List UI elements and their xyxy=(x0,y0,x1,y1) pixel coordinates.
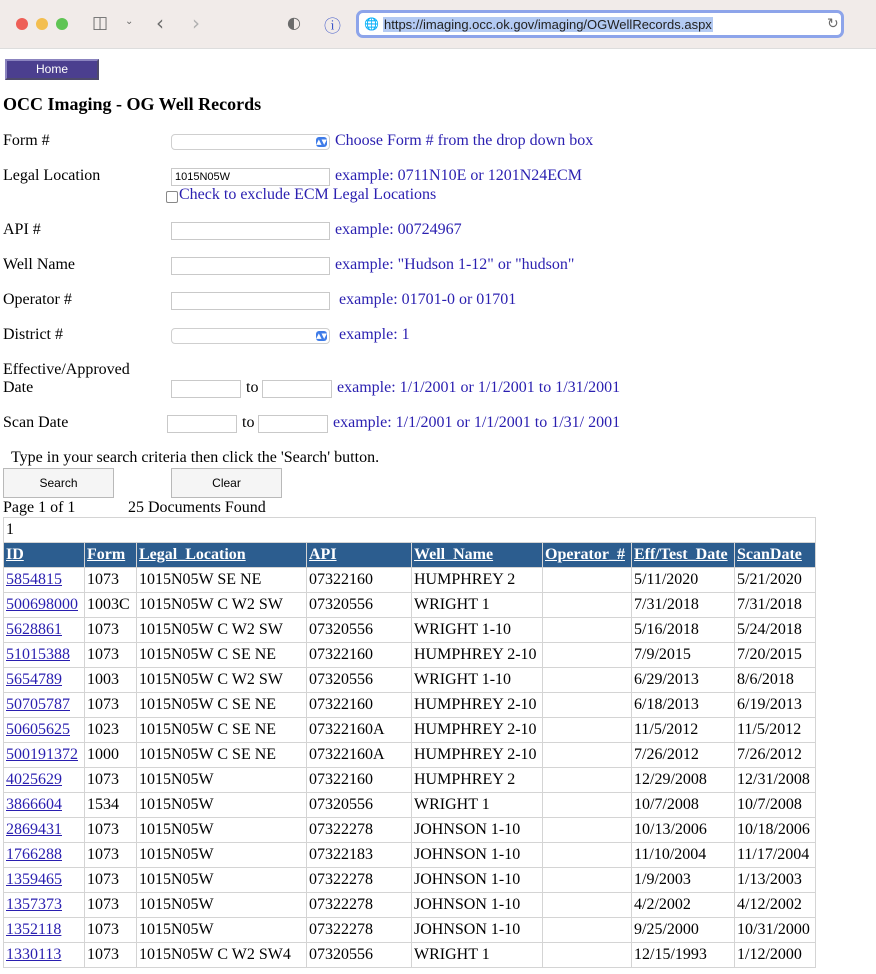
table-cell xyxy=(543,818,632,843)
table-cell xyxy=(4,593,85,618)
table-cell: HUMPHREY 2 xyxy=(412,568,543,593)
table-cell: 1015N05W xyxy=(137,768,307,793)
table-cell xyxy=(4,943,85,968)
effective-date-label: Effective/Approved xyxy=(3,361,130,378)
table-cell: 1015N05W C W2 SW xyxy=(137,593,307,618)
table-cell: 1015N05W C SE NE xyxy=(137,643,307,668)
legal-location-input[interactable] xyxy=(171,168,330,186)
table-cell: 1073 xyxy=(85,643,137,668)
table-cell: 1000 xyxy=(85,743,137,768)
table-cell: 12/15/1993 xyxy=(632,943,735,968)
table-cell: 07322160 xyxy=(307,643,412,668)
table-cell: 12/31/2008 xyxy=(735,768,816,793)
table-cell xyxy=(4,918,85,943)
table-cell xyxy=(543,643,632,668)
table-cell: 7/20/2015 xyxy=(735,643,816,668)
well-name-hint: example: "Hudson 1-12" or "hudson" xyxy=(335,256,575,273)
table-cell: 6/18/2013 xyxy=(632,693,735,718)
table-cell xyxy=(4,643,85,668)
table-cell: 5/21/2020 xyxy=(735,568,816,593)
table-cell: 10/7/2008 xyxy=(735,793,816,818)
search-button[interactable]: Search xyxy=(3,468,114,498)
table-cell: 07322183 xyxy=(307,843,412,868)
table-cell: WRIGHT 1 xyxy=(412,793,543,818)
table-cell: 07322160 xyxy=(307,768,412,793)
form-number-select[interactable] xyxy=(171,134,330,150)
scan-date-from-input[interactable] xyxy=(167,415,237,433)
table-cell: 1003 xyxy=(85,668,137,693)
table-cell xyxy=(543,843,632,868)
table-cell: 1023 xyxy=(85,718,137,743)
clear-button[interactable]: Clear xyxy=(171,468,282,498)
table-cell: JOHNSON 1-10 xyxy=(412,868,543,893)
table-cell xyxy=(4,743,85,768)
legal-location-label: Legal Location xyxy=(3,167,101,184)
page-title: OCC Imaging - OG Well Records xyxy=(3,94,262,114)
table-cell xyxy=(543,768,632,793)
operator-label: Operator # xyxy=(3,291,72,308)
table-cell: 5/24/2018 xyxy=(735,618,816,643)
document-id-link[interactable]: 1352118 xyxy=(6,921,62,938)
table-cell: 1073 xyxy=(85,868,137,893)
forward-icon[interactable]: › xyxy=(192,11,200,35)
document-id-link[interactable]: 5854815 xyxy=(6,571,62,588)
url-text[interactable]: https://imaging.occ.ok.gov/imaging/OGWellRecords.aspx xyxy=(384,17,712,32)
table-cell: 07320556 xyxy=(307,793,412,818)
table-cell: 7/31/2018 xyxy=(632,593,735,618)
table-cell xyxy=(4,568,85,593)
scan-date-to-label: to xyxy=(242,414,255,431)
table-row xyxy=(4,593,816,618)
document-id-link[interactable]: 3866604 xyxy=(6,796,62,813)
table-cell: 1015N05W xyxy=(137,868,307,893)
operator-hint: example: 01701-0 or 01701 xyxy=(339,291,517,308)
reload-icon[interactable]: ↻ xyxy=(827,16,839,32)
table-cell: 4/2/2002 xyxy=(632,893,735,918)
table-cell: WRIGHT 1 xyxy=(412,593,543,618)
column-header[interactable]: Form xyxy=(85,543,137,568)
table-row xyxy=(4,718,816,743)
pager-cell xyxy=(4,518,816,543)
effective-date-hint: example: 1/1/2001 or 1/1/2001 to 1/31/2001 xyxy=(337,379,621,396)
table-cell: 7/9/2015 xyxy=(632,643,735,668)
table-cell: 1015N05W xyxy=(137,843,307,868)
effective-date-to-label: to xyxy=(246,379,259,396)
password-icon[interactable]: ⓘ xyxy=(324,17,341,37)
district-label: District # xyxy=(3,326,63,343)
document-id-link[interactable]: 500698000 xyxy=(6,596,78,613)
search-instructions: Type in your search criteria then click the 'Search' button. xyxy=(11,449,380,466)
chevron-down-icon: ▲▼ xyxy=(316,332,327,340)
table-cell: 1/13/2003 xyxy=(735,868,816,893)
table-cell xyxy=(4,843,85,868)
table-cell xyxy=(4,818,85,843)
column-header[interactable]: Eff/Test_Date xyxy=(632,543,735,568)
column-header[interactable]: Legal_Location xyxy=(137,543,307,568)
table-cell: 07322160 xyxy=(307,693,412,718)
table-cell: 6/29/2013 xyxy=(632,668,735,693)
table-cell: 4/12/2002 xyxy=(735,893,816,918)
district-hint: example: 1 xyxy=(339,326,410,343)
table-cell: 11/17/2004 xyxy=(735,843,816,868)
table-cell: 1/9/2003 xyxy=(632,868,735,893)
table-cell: 1073 xyxy=(85,843,137,868)
table-cell: 1534 xyxy=(85,793,137,818)
document-id-link[interactable]: 1330113 xyxy=(6,946,62,963)
table-cell xyxy=(543,618,632,643)
document-id-link[interactable]: 50705787 xyxy=(6,696,70,713)
table-row xyxy=(4,918,816,943)
table-cell xyxy=(543,943,632,968)
column-header[interactable]: ID xyxy=(4,543,85,568)
table-cell: 1073 xyxy=(85,943,137,968)
table-cell xyxy=(4,893,85,918)
table-cell: 07320556 xyxy=(307,593,412,618)
globe-icon: 🌐 xyxy=(364,17,379,31)
table-cell: 11/10/2004 xyxy=(632,843,735,868)
effective-date-from-input[interactable] xyxy=(171,380,241,398)
table-cell: 1015N05W C SE NE xyxy=(137,718,307,743)
table-cell: HUMPHREY 2-10 xyxy=(412,693,543,718)
scan-date-to-input[interactable] xyxy=(258,415,328,433)
table-cell: 11/5/2012 xyxy=(735,718,816,743)
table-row xyxy=(4,893,816,918)
table-cell: 07322160A xyxy=(307,743,412,768)
table-cell: 1015N05W C W2 SW xyxy=(137,618,307,643)
table-cell xyxy=(543,918,632,943)
document-id-link[interactable]: 5628861 xyxy=(6,621,62,638)
table-cell xyxy=(543,893,632,918)
scan-date-hint: example: 1/1/2001 or 1/1/2001 to 1/31/ 2001 xyxy=(333,414,621,431)
table-cell: 6/19/2013 xyxy=(735,693,816,718)
chevron-down-icon[interactable]: ⌄ xyxy=(125,16,134,27)
header-row xyxy=(4,543,816,568)
operator-input[interactable] xyxy=(171,292,330,310)
table-cell: 07322278 xyxy=(307,868,412,893)
table-row xyxy=(4,668,816,693)
table-cell: 10/13/2006 xyxy=(632,818,735,843)
document-id-link[interactable]: 5654789 xyxy=(6,671,62,688)
table-cell: 12/29/2008 xyxy=(632,768,735,793)
table-cell: JOHNSON 1-10 xyxy=(412,893,543,918)
district-select[interactable] xyxy=(171,328,330,344)
table-cell xyxy=(543,718,632,743)
table-row xyxy=(4,743,816,768)
browser-toolbar xyxy=(0,0,876,49)
document-id-link[interactable]: 500191372 xyxy=(6,746,78,763)
table-cell: 7/26/2012 xyxy=(735,743,816,768)
table-cell: 8/6/2018 xyxy=(735,668,816,693)
table-cell xyxy=(543,743,632,768)
table-row xyxy=(4,618,816,643)
table-cell: HUMPHREY 2-10 xyxy=(412,643,543,668)
table-cell xyxy=(4,718,85,743)
form-number-label: Form # xyxy=(3,132,50,149)
table-cell: 1015N05W C W2 SW4 xyxy=(137,943,307,968)
table-cell: 1073 xyxy=(85,818,137,843)
table-row xyxy=(4,568,816,593)
table-cell: JOHNSON 1-10 xyxy=(412,918,543,943)
table-cell: 10/18/2006 xyxy=(735,818,816,843)
home-button[interactable]: Home xyxy=(5,59,99,80)
well-name-label: Well Name xyxy=(3,256,76,273)
table-row xyxy=(4,843,816,868)
exclude-ecm-checkbox[interactable] xyxy=(166,191,178,203)
table-cell: WRIGHT 1-10 xyxy=(412,668,543,693)
document-id-link[interactable]: 1766288 xyxy=(6,846,62,863)
column-header[interactable]: ScanDate xyxy=(735,543,816,568)
sidebar-icon[interactable]: ◫ xyxy=(92,13,109,33)
table-cell: 07320556 xyxy=(307,618,412,643)
table-cell: 1015N05W xyxy=(137,818,307,843)
table-cell: JOHNSON 1-10 xyxy=(412,843,543,868)
table-cell: WRIGHT 1 xyxy=(412,943,543,968)
documents-found-count: 25 Documents Found xyxy=(128,499,266,516)
api-input[interactable] xyxy=(171,222,330,240)
table-cell: 1073 xyxy=(85,568,137,593)
api-label: API # xyxy=(3,221,41,238)
table-cell: 1073 xyxy=(85,893,137,918)
api-hint: example: 00724967 xyxy=(335,221,462,238)
table-cell xyxy=(4,868,85,893)
column-header[interactable]: Operator_# xyxy=(543,543,632,568)
document-id-link[interactable]: 1357373 xyxy=(6,896,62,913)
table-cell xyxy=(543,593,632,618)
table-cell: HUMPHREY 2-10 xyxy=(412,743,543,768)
effective-date-label-line2: Date xyxy=(3,379,34,396)
table-cell: 07322278 xyxy=(307,918,412,943)
document-id-link[interactable]: 2869431 xyxy=(6,821,62,838)
scan-date-label: Scan Date xyxy=(3,414,69,431)
effective-date-to-input[interactable] xyxy=(262,380,332,398)
back-icon[interactable]: ‹ xyxy=(156,11,164,35)
shield-icon[interactable]: ◐ xyxy=(287,13,301,32)
table-cell xyxy=(4,668,85,693)
table-cell: 1015N05W SE NE xyxy=(137,568,307,593)
table-cell: 07322278 xyxy=(307,893,412,918)
table-cell: 1015N05W C SE NE xyxy=(137,693,307,718)
table-cell: 1073 xyxy=(85,918,137,943)
table-cell xyxy=(4,693,85,718)
table-cell: 1015N05W xyxy=(137,793,307,818)
table-cell: 1003C xyxy=(85,593,137,618)
table-cell: WRIGHT 1-10 xyxy=(412,618,543,643)
table-cell: 1/12/2000 xyxy=(735,943,816,968)
table-row xyxy=(4,818,816,843)
document-id-link[interactable]: 50605625 xyxy=(6,721,70,738)
table-cell: 07322278 xyxy=(307,818,412,843)
exclude-ecm-label: Check to exclude ECM Legal Locations xyxy=(179,186,437,203)
table-cell xyxy=(4,618,85,643)
table-cell: 07320556 xyxy=(307,943,412,968)
table-cell xyxy=(543,693,632,718)
table-cell xyxy=(543,668,632,693)
pager-current-page: 1 xyxy=(6,521,14,538)
table-cell: HUMPHREY 2 xyxy=(412,768,543,793)
table-cell: 1015N05W xyxy=(137,893,307,918)
document-id-link[interactable]: 4025629 xyxy=(6,771,62,788)
table-row xyxy=(4,768,816,793)
table-cell: 1015N05W C SE NE xyxy=(137,743,307,768)
table-cell xyxy=(4,768,85,793)
table-cell: 1073 xyxy=(85,768,137,793)
table-cell: 1015N05W xyxy=(137,918,307,943)
table-row xyxy=(4,693,816,718)
table-cell: JOHNSON 1-10 xyxy=(412,818,543,843)
table-cell xyxy=(543,568,632,593)
table-cell: 5/11/2020 xyxy=(632,568,735,593)
column-header[interactable]: API xyxy=(307,543,412,568)
table-cell: 11/5/2012 xyxy=(632,718,735,743)
pager-row xyxy=(4,518,816,543)
column-header[interactable]: Well_Name xyxy=(412,543,543,568)
table-cell: 9/25/2000 xyxy=(632,918,735,943)
document-id-link[interactable]: 51015388 xyxy=(6,646,70,663)
close-window-button[interactable] xyxy=(16,18,28,30)
table-cell: 07322160A xyxy=(307,718,412,743)
table-row xyxy=(4,643,816,668)
table-cell: 10/31/2000 xyxy=(735,918,816,943)
table-cell: 1073 xyxy=(85,693,137,718)
page-info: Page 1 of 1 xyxy=(3,499,76,516)
zoom-window-button[interactable] xyxy=(56,18,68,30)
minimize-window-button[interactable] xyxy=(36,18,48,30)
table-row xyxy=(4,868,816,893)
table-cell: 1015N05W C W2 SW xyxy=(137,668,307,693)
table-cell: 07322160 xyxy=(307,568,412,593)
table-cell: 1073 xyxy=(85,618,137,643)
table-cell: HUMPHREY 2-10 xyxy=(412,718,543,743)
table-cell: 5/16/2018 xyxy=(632,618,735,643)
table-cell: 10/7/2008 xyxy=(632,793,735,818)
table-cell: 7/31/2018 xyxy=(735,593,816,618)
table-cell: 7/26/2012 xyxy=(632,743,735,768)
table-cell: 07320556 xyxy=(307,668,412,693)
table-cell xyxy=(543,868,632,893)
well-name-input[interactable] xyxy=(171,257,330,275)
results-table xyxy=(3,517,816,968)
chevron-down-icon: ▲▼ xyxy=(316,138,327,146)
document-id-link[interactable]: 1359465 xyxy=(6,871,62,888)
address-bar[interactable] xyxy=(356,10,844,38)
table-row xyxy=(4,793,816,818)
legal-location-hint: example: 0711N10E or 1201N24ECM xyxy=(335,167,582,184)
table-row xyxy=(4,943,816,968)
form-number-hint: Choose Form # from the drop down box xyxy=(335,132,594,149)
table-cell xyxy=(543,793,632,818)
table-cell xyxy=(4,793,85,818)
